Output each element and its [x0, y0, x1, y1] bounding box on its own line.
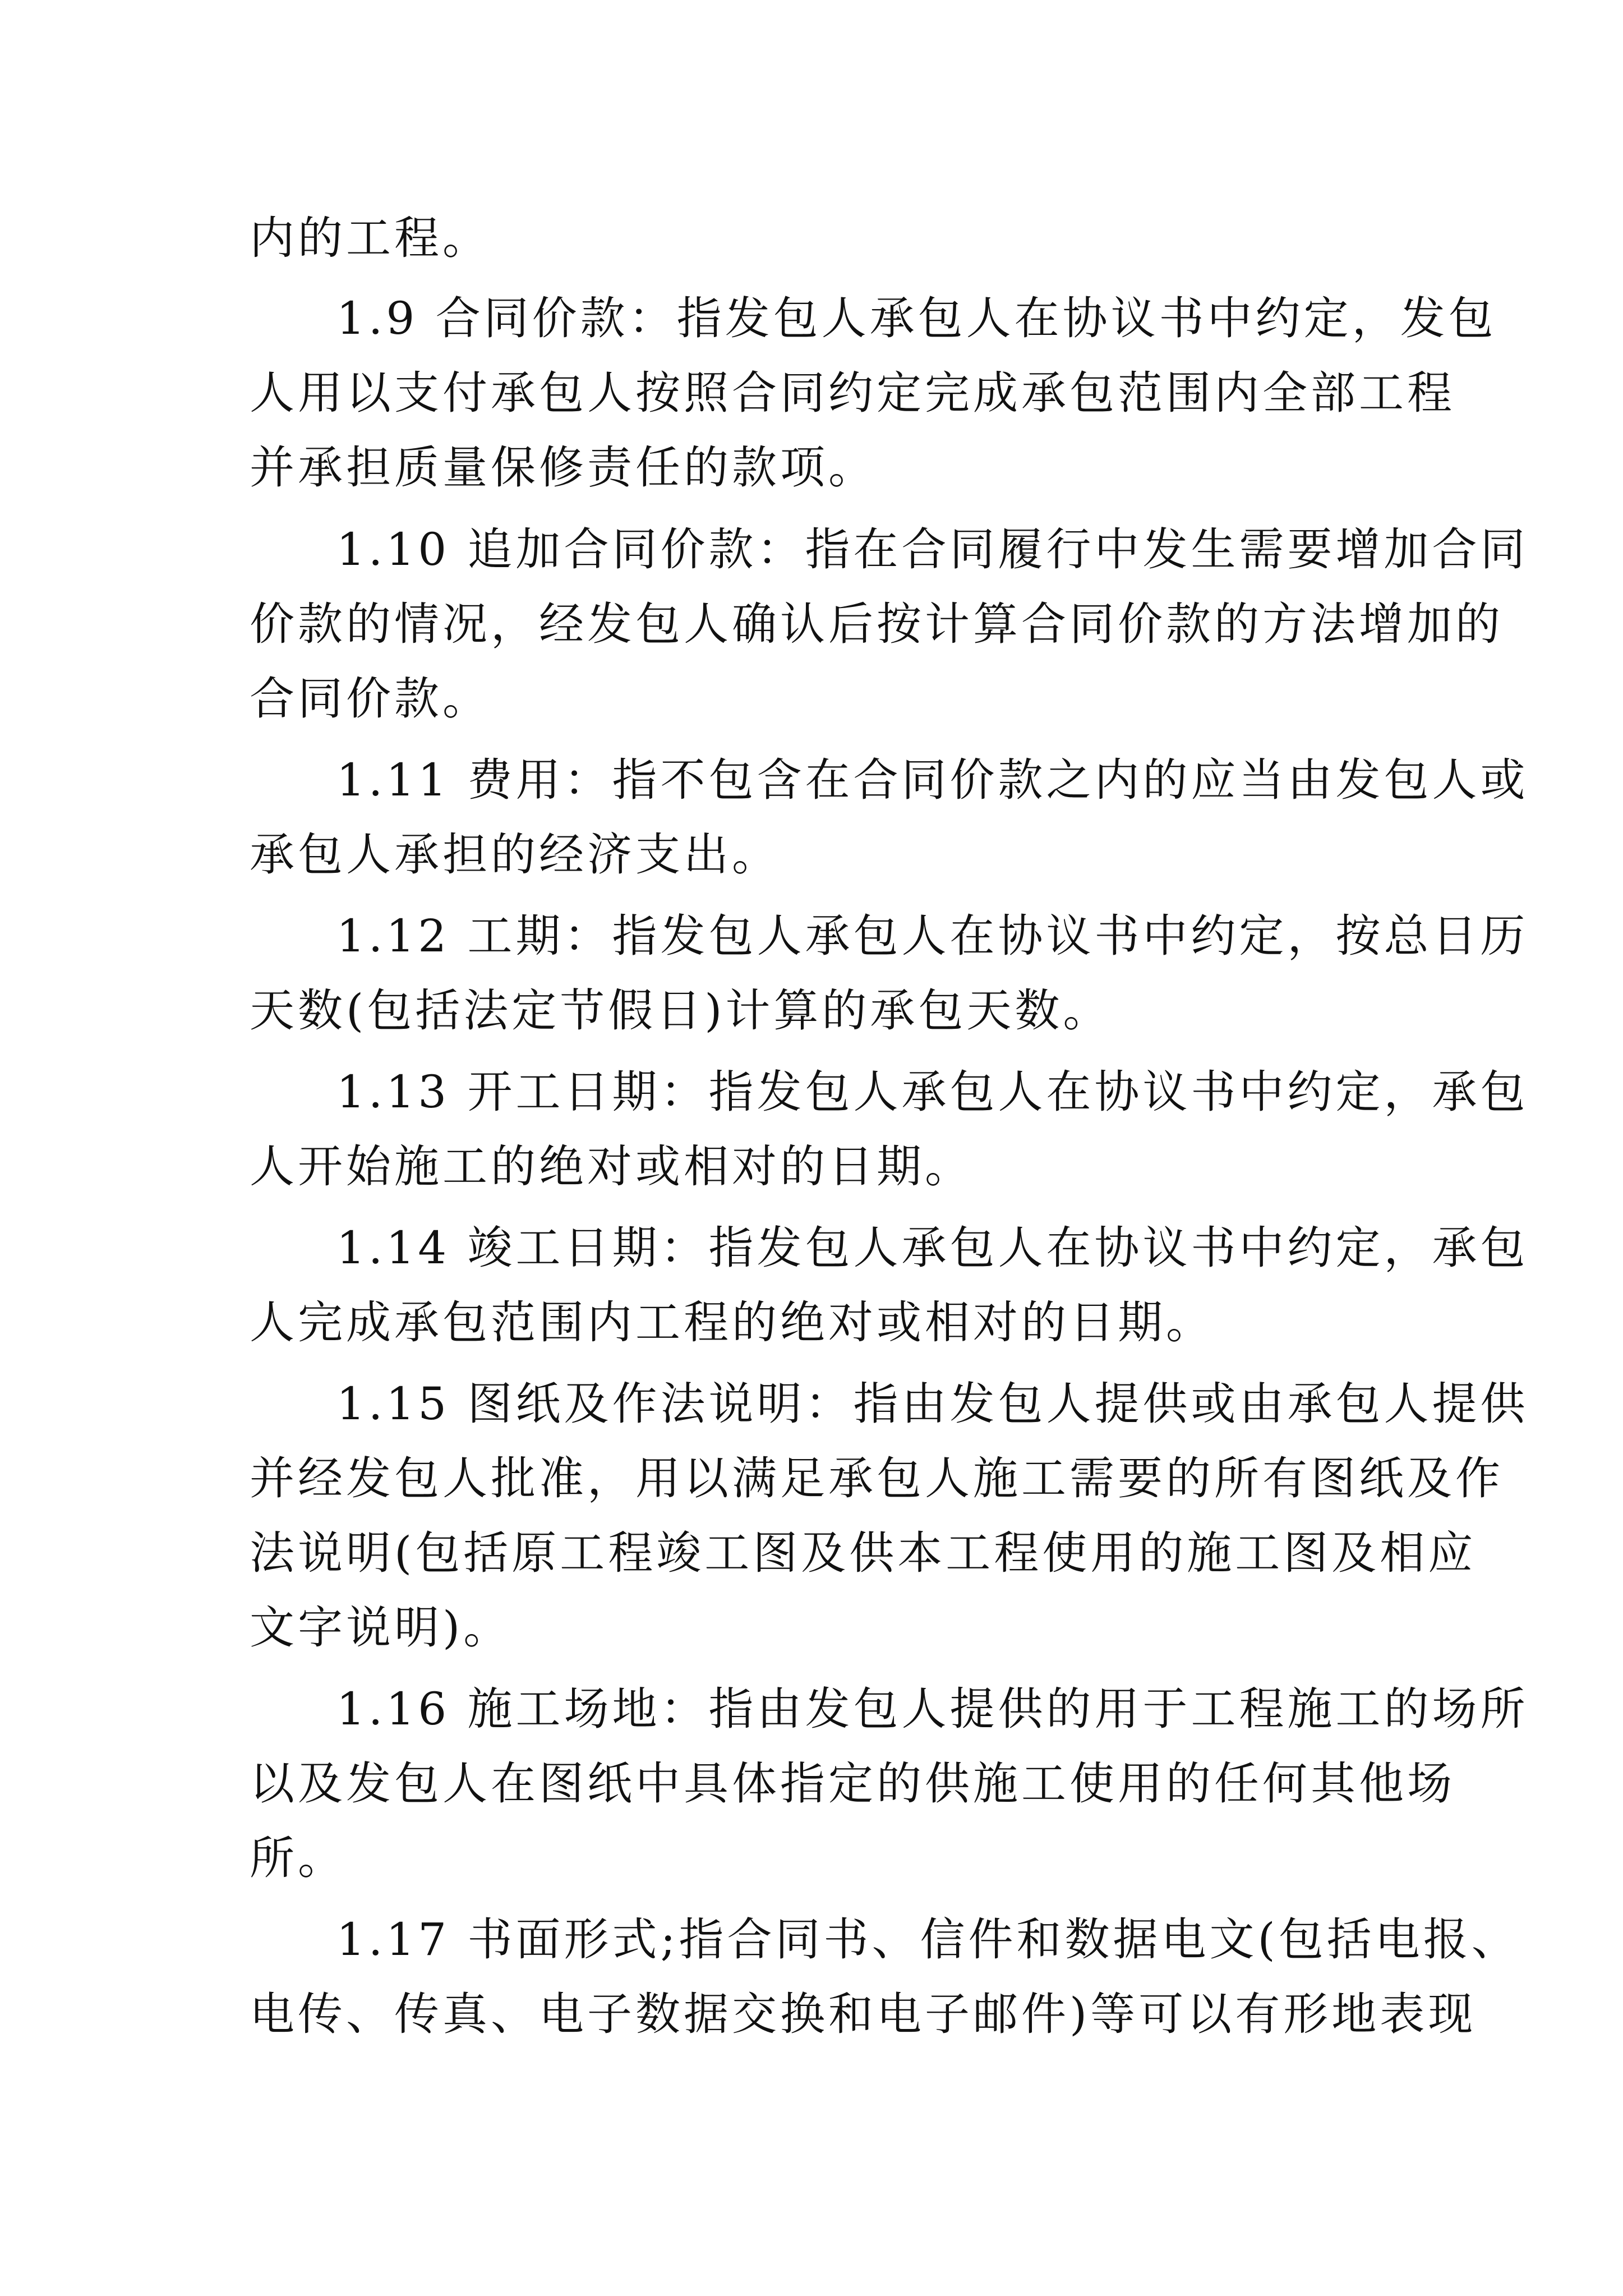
text-line: 以及发包人在图纸中具体指定的供施工使用的任何其他场	[250, 1757, 1455, 1810]
text-line: 人用以支付承包人按照合同约定完成承包范围内全部工程	[250, 367, 1455, 419]
text-line: 1.13 开工日期：指发包人承包人在协议书中约定，承包	[336, 1066, 1529, 1118]
text-line: 内的工程。	[250, 212, 491, 264]
text-line: 1.15 图纸及作法说明：指由发包人提供或由承包人提供	[336, 1378, 1529, 1430]
text-line: 价款的情况，经发包人确认后按计算合同价款的方法增加的	[250, 598, 1504, 650]
text-line: 天数(包括法定节假日)计算的承包天数。	[250, 984, 1112, 1037]
text-line: 人开始施工的绝对或相对的日期。	[250, 1140, 973, 1193]
text-line: 1.12 工期：指发包人承包人在协议书中约定，按总日历	[336, 910, 1529, 962]
text-line: 人完成承包范围内工程的绝对或相对的日期。	[250, 1296, 1214, 1349]
text-line: 1.16 施工场地：指由发包人提供的用于工程施工的场所	[336, 1683, 1529, 1735]
text-line: 1.10 追加合同价款：指在合同履行中发生需要增加合同	[336, 523, 1529, 576]
text-line: 1.11 费用：指不包含在合同价款之内的应当由发包人或	[336, 754, 1529, 806]
text-line: 法说明(包括原工程竣工图及供本工程使用的施工图及相应	[250, 1527, 1477, 1579]
text-line: 所。	[250, 1832, 346, 1884]
text-line: 并经发包人批准，用以满足承包人施工需要的所有图纸及作	[250, 1452, 1504, 1504]
text-line: 合同价款。	[250, 673, 491, 725]
text-line: 并承担质量保修责任的款项。	[250, 441, 877, 494]
text-line: 1.17 书面形式;指合同书、信件和数据电文(包括电报、	[336, 1913, 1520, 1966]
text-line: 1.9 合同价款：指发包人承包人在协议书中约定，发包	[336, 292, 1497, 344]
text-line: 电传、传真、电子数据交换和电子邮件)等可以有形地表现	[250, 1988, 1477, 2040]
text-line: 文字说明)。	[250, 1602, 512, 1654]
text-line: 承包人承担的经济支出。	[250, 829, 780, 881]
text-line: 1.14 竣工日期：指发包人承包人在协议书中约定，承包	[336, 1222, 1529, 1274]
